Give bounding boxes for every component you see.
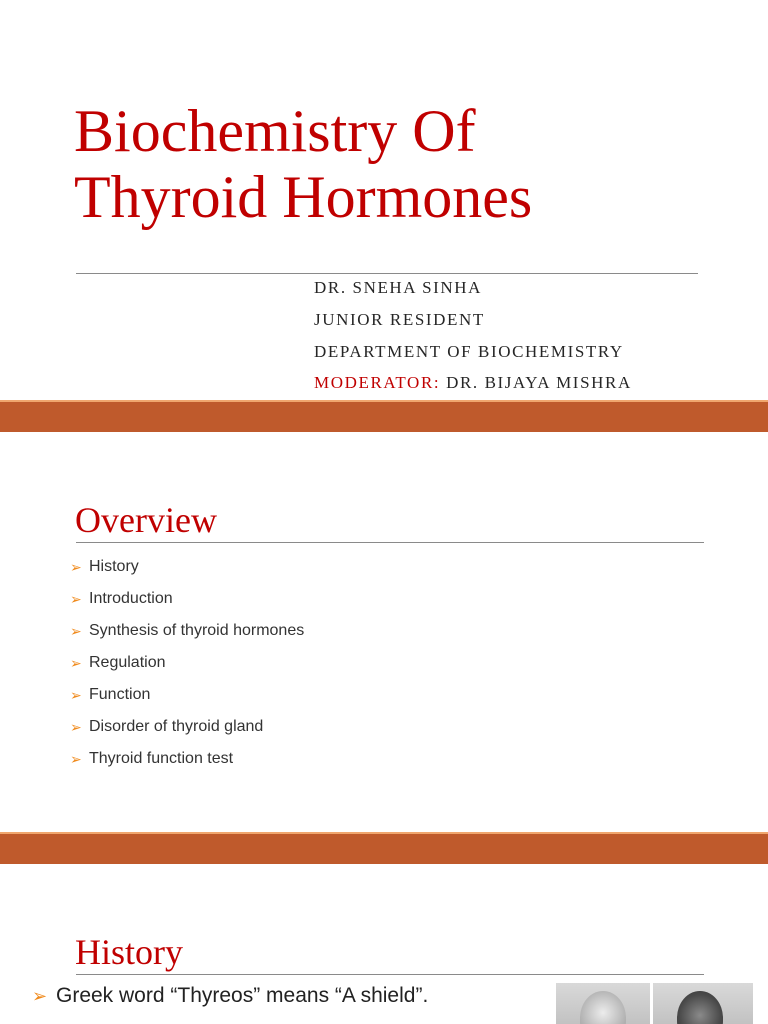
arrow-bullet-icon: ➢ — [70, 654, 82, 671]
list-item — [70, 647, 304, 679]
arrow-bullet-icon: ➢ — [70, 622, 82, 639]
title-slide — [0, 0, 768, 400]
arrow-bullet-icon: ➢ — [32, 985, 48, 1006]
list-item — [70, 679, 304, 711]
list-item — [70, 615, 304, 647]
author-role: JUNIOR RESIDENT — [314, 310, 485, 329]
list-item-label: Regulation — [89, 654, 166, 671]
author-name: DR. SNEHA SINHA — [314, 278, 483, 297]
portrait-photo — [556, 983, 650, 1024]
arrow-bullet-icon: ➢ — [70, 558, 82, 575]
overview-divider — [76, 542, 704, 543]
presentation-title — [74, 98, 532, 230]
slide-separator-band — [0, 402, 768, 432]
list-item-label: Synthesis of thyroid hormones — [89, 622, 305, 639]
moderator-label: MODERATOR: — [314, 373, 441, 392]
history-bullet — [32, 984, 428, 1008]
slide-separator-band — [0, 834, 768, 864]
list-item — [70, 711, 304, 743]
arrow-bullet-icon: ➢ — [70, 750, 82, 767]
title-line-1: Biochemistry Of — [74, 98, 476, 164]
title-divider — [76, 273, 698, 274]
arrow-bullet-icon: ➢ — [70, 686, 82, 703]
list-item — [70, 583, 304, 615]
list-item — [70, 743, 304, 775]
history-divider — [76, 974, 704, 975]
list-item-label: Function — [89, 686, 151, 703]
list-item-label: Thyroid function test — [89, 750, 234, 767]
portrait-photo — [653, 983, 753, 1024]
list-item-label: Disorder of thyroid gland — [89, 718, 264, 735]
history-heading: History — [75, 932, 183, 972]
overview-list — [70, 551, 304, 775]
history-bullet-text: Greek word “Thyreos” means “A shield”. — [56, 984, 429, 1007]
moderator-name: DR. BIJAYA MISHRA — [446, 373, 632, 392]
portrait-head — [677, 991, 723, 1024]
moderator-line — [314, 373, 632, 393]
arrow-bullet-icon: ➢ — [70, 718, 82, 735]
title-line-2: Thyroid Hormones — [74, 164, 533, 230]
author-department: DEPARTMENT OF BIOCHEMISTRY — [314, 342, 624, 361]
portrait-head — [580, 991, 626, 1024]
list-item — [70, 551, 304, 583]
history-slide — [0, 864, 768, 1024]
list-item-label: History — [89, 558, 139, 575]
arrow-bullet-icon: ➢ — [70, 590, 82, 607]
overview-slide — [0, 432, 768, 832]
overview-heading: Overview — [75, 500, 217, 540]
list-item-label: Introduction — [89, 590, 173, 607]
